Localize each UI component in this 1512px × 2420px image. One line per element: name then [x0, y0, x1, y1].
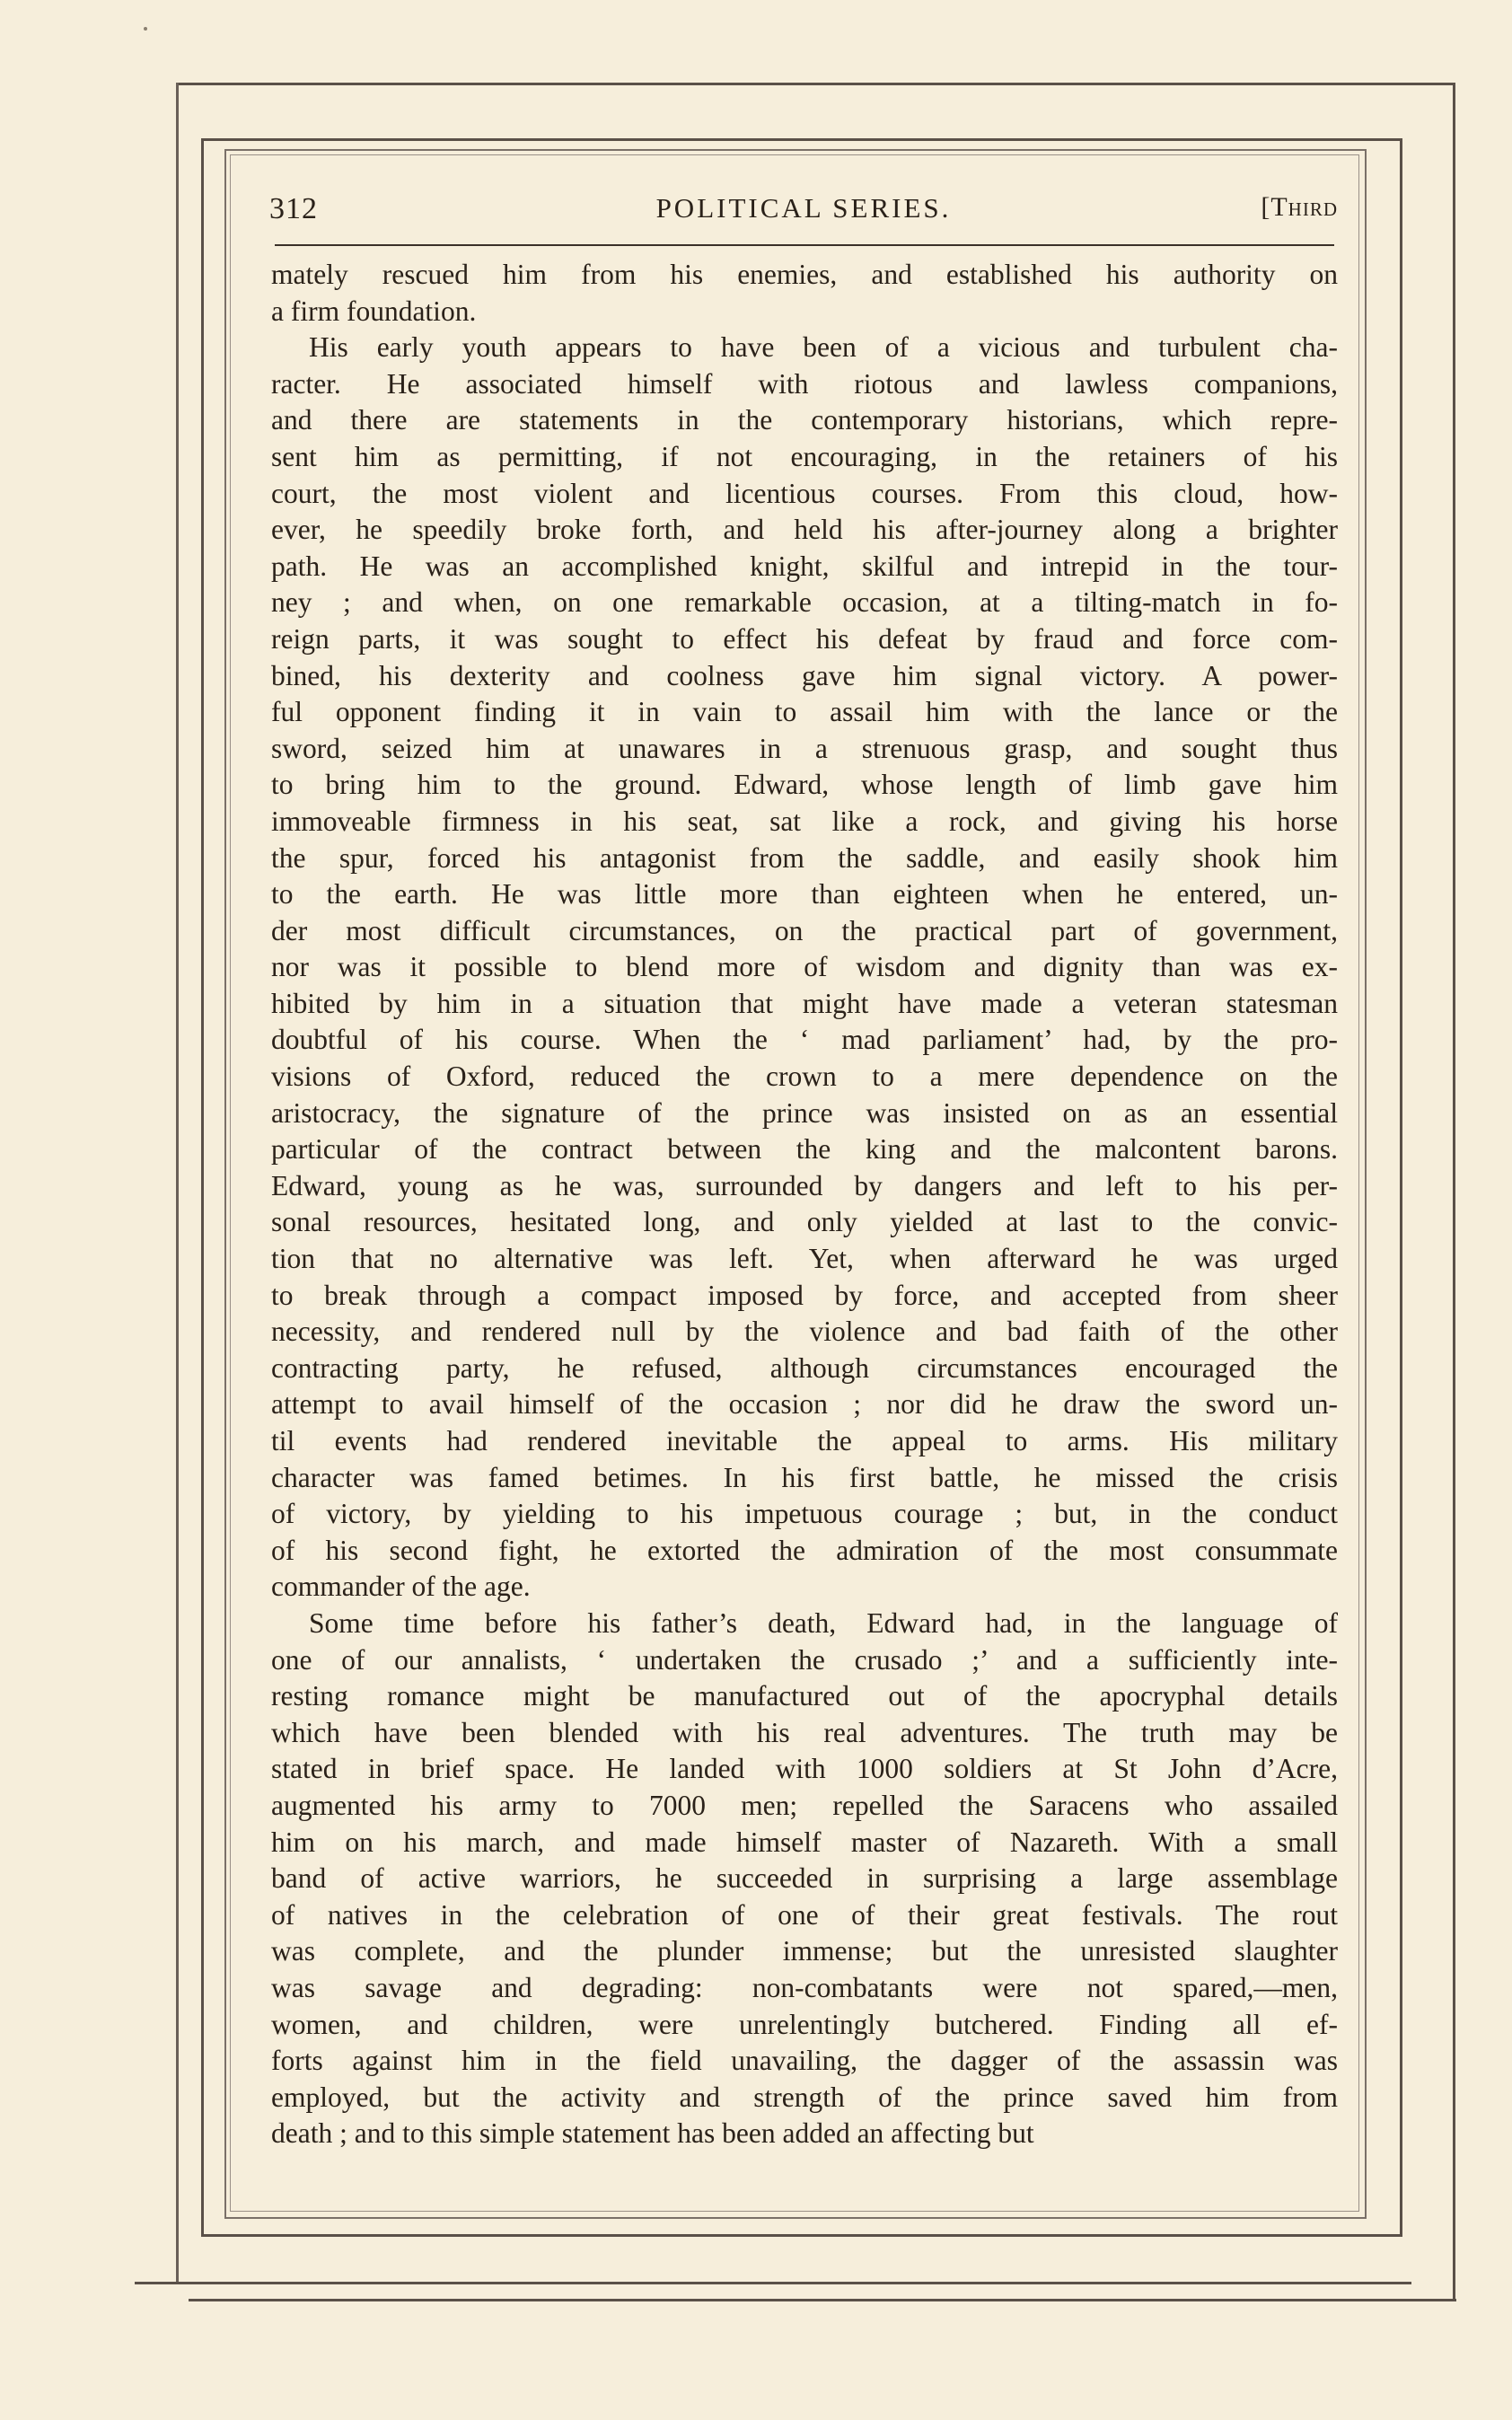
text-line: visions of Oxford, reduced the crown to a mere dependence on the: [271, 1060, 1338, 1093]
scan-speck: [144, 27, 147, 31]
text-line: nor was it possible to blend more of wisdom and dignity than was ex-: [271, 951, 1338, 983]
text-line: employed, but the activity and strength of the prince saved him from: [271, 2081, 1338, 2113]
text-line: ful opponent finding it in vain to assail him with the lance or the: [271, 696, 1338, 728]
text-line: til events had rendered inevitable the appeal to arms. His military: [271, 1425, 1338, 1456]
page-number: 312: [269, 192, 318, 225]
text-line: hibited by him in a situation that might have made a veteran statesman: [271, 987, 1338, 1019]
text-line: resting romance might be manufactured out of the apocryphal details: [271, 1680, 1338, 1712]
text-line: court, the most violent and licentious courses. From this cloud, how-: [271, 477, 1338, 509]
series-title: POLITICAL SERIES.: [655, 192, 952, 224]
text-line: which have been blended with his real adventures. The truth may be: [271, 1716, 1338, 1748]
text-line: contracting party, he refused, although circumstances encouraged the: [271, 1351, 1338, 1384]
text-line: and there are statements in the contemporary historians, which repre-: [271, 404, 1338, 436]
paragraph: [271, 1606, 1338, 2152]
text-line: necessity, and rendered null by the violence and bad faith of the other: [271, 1316, 1338, 1348]
page-frame-bottom-edge: [135, 2282, 1411, 2284]
text-line: sonal resources, hesitated long, and only yielded at last to the convic-: [271, 1206, 1338, 1238]
text-line: sword, seized him at unawares in a strenuous grasp, and sought thus: [271, 732, 1338, 764]
text-line: a firm foundation.: [271, 295, 477, 327]
page-frame-left-edge: [176, 83, 179, 2283]
text-line: to the earth. He was little more than eighteen when he entered, un-: [271, 878, 1338, 911]
text-line: of natives in the celebration of one of their great festivals. The rout: [271, 1898, 1338, 1931]
page-frame-bottom-edge-2: [189, 2299, 1456, 2301]
text-line: of victory, by yielding to his impetuous courage ; but, in the conduct: [271, 1498, 1338, 1530]
text-line: character was famed betimes. In his first battle, he missed the crisis: [271, 1461, 1338, 1493]
text-line: mately rescued him from his enemies, and established his authority on: [271, 259, 1338, 290]
text-line: stated in brief space. He landed with 1000 soldiers at St John d’Acre,: [271, 1753, 1338, 1785]
text-line: particular of the contract between the king and the malcontent barons.: [271, 1133, 1338, 1166]
header-rule: [275, 244, 1334, 246]
text-line: bined, his dexterity and coolness gave him signal victory. A power-: [271, 659, 1338, 691]
text-line: one of our annalists, ‘ undertaken the crusado ;’ and a sufficiently inte-: [271, 1643, 1338, 1676]
text-line: His early youth appears to have been of a vicious and turbulent cha-: [309, 331, 1338, 364]
text-line: the spur, forced his antagonist from the saddle, and easily shook him: [271, 841, 1338, 874]
text-line: aristocracy, the signature of the prince was insisted on as an essential: [271, 1096, 1338, 1129]
text-line: was complete, and the plunder immense; but the unresisted slaughter: [271, 1935, 1338, 1967]
text-line: Edward, young as he was, surrounded by dangers and left to his per-: [271, 1169, 1338, 1201]
text-line: commander of the age.: [271, 1571, 531, 1603]
text-line: path. He was an accomplished knight, skilful and intrepid in the tour-: [271, 550, 1338, 582]
text-line: tion that no alternative was left. Yet, when afterward he was urged: [271, 1243, 1338, 1275]
text-line: sent him as permitting, if not encouraging, in the retainers of his: [271, 440, 1338, 472]
text-line: forts against him in the field unavailing, the dagger of the assassin was: [271, 2045, 1338, 2077]
text-line: racter. He associated himself with riotous and lawless companions,: [271, 367, 1338, 400]
text-line: him on his march, and made himself master of Nazareth. With a small: [271, 1826, 1338, 1858]
text-line: to bring him to the ground. Edward, whose length of limb gave him: [271, 769, 1338, 801]
text-line: immoveable firmness in his seat, sat like a rock, and giving his horse: [271, 805, 1338, 837]
body-text: [271, 257, 1338, 2152]
text-line: reign parts, it was sought to effect his defeat by fraud and force com-: [271, 622, 1338, 655]
text-line: ney ; and when, on one remarkable occasion, at a tilting-match in fo-: [271, 586, 1338, 619]
paragraph: [271, 330, 1338, 1606]
text-line: ever, he speedily broke forth, and held his after-journey along a brighter: [271, 514, 1338, 546]
text-line: was savage and degrading: non-combatants were not spared,—men,: [271, 1971, 1338, 2003]
text-line: death ; and to this simple statement has been added an affecting but: [271, 2117, 1034, 2150]
paragraph: [271, 257, 1338, 330]
text-line: to break through a compact imposed by force, and accepted from sheer: [271, 1279, 1338, 1311]
running-header: [269, 192, 1338, 237]
text-line: doubtful of his course. When the ‘ mad parliament’ had, by the pro-: [271, 1024, 1338, 1056]
text-line: band of active warriors, he succeeded in surprising a large assemblage: [271, 1862, 1338, 1895]
text-line: women, and children, were unrelentingly butchered. Finding all ef-: [271, 2008, 1338, 2040]
section-continuation: [Third: [1261, 192, 1338, 222]
text-line: Some time before his father’s death, Edward had, in the language of: [309, 1606, 1338, 1639]
text-line: augmented his army to 7000 men; repelled the Saracens who assailed: [271, 1789, 1338, 1821]
text-line: attempt to avail himself of the occasion ; nor did he draw the sword un-: [271, 1388, 1338, 1421]
text-line: of his second fight, he extorted the admiration of the most consummate: [271, 1534, 1338, 1566]
text-line: der most difficult circumstances, on the practical part of government,: [271, 914, 1338, 946]
